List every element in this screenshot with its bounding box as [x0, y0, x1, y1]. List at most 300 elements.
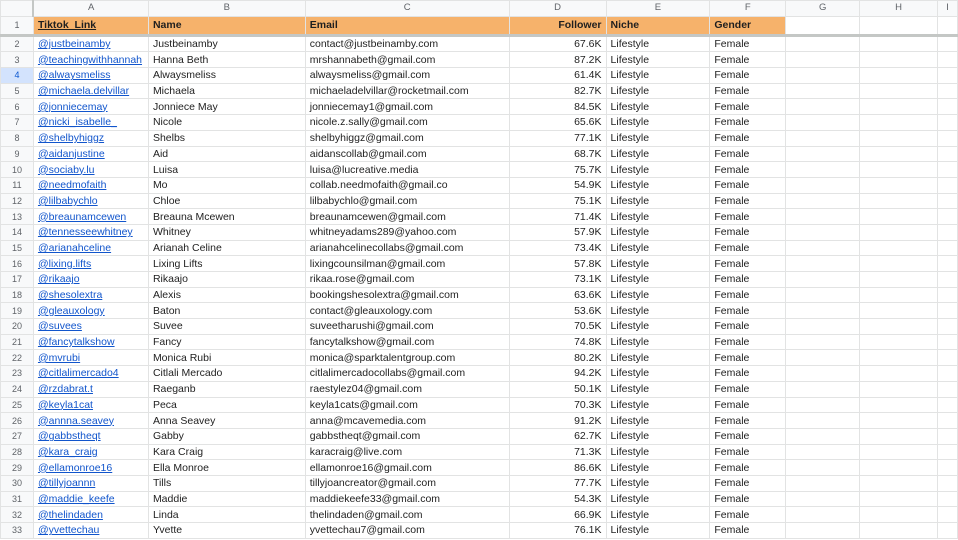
cell-tiktok-link[interactable]: @kara_craig [33, 444, 148, 460]
empty-cell[interactable] [860, 115, 938, 131]
cell-email[interactable]: contact@justbeinamby.com [305, 35, 509, 52]
empty-cell[interactable] [937, 224, 957, 240]
cell-email[interactable]: lixingcounsilman@gmail.com [305, 256, 509, 272]
empty-cell[interactable] [860, 460, 938, 476]
row-number[interactable]: 30 [1, 475, 34, 491]
cell-email[interactable]: suveetharushi@gmail.com [305, 319, 509, 335]
cell-email[interactable]: maddiekeefe33@gmail.com [305, 491, 509, 507]
empty-cell[interactable] [786, 287, 860, 303]
empty-cell[interactable] [937, 287, 957, 303]
empty-cell[interactable] [937, 507, 957, 523]
row-number[interactable]: 2 [1, 35, 34, 52]
cell-follower[interactable]: 61.4K [509, 68, 606, 84]
empty-cell[interactable] [786, 115, 860, 131]
cell-niche[interactable]: Lifestyle [606, 162, 710, 178]
cell-follower[interactable]: 91.2K [509, 413, 606, 429]
empty-cell[interactable] [860, 287, 938, 303]
empty-cell[interactable] [860, 350, 938, 366]
column-header-d[interactable]: D [509, 1, 606, 17]
empty-cell[interactable] [786, 16, 860, 35]
empty-cell[interactable] [937, 193, 957, 209]
cell-name[interactable]: Peca [148, 397, 305, 413]
cell-name[interactable]: Yvette [148, 523, 305, 539]
cell-gender[interactable]: Female [710, 240, 786, 256]
cell-tiktok-link[interactable]: @suvees [33, 319, 148, 335]
cell-niche[interactable]: Lifestyle [606, 428, 710, 444]
empty-cell[interactable] [786, 272, 860, 288]
cell-tiktok-link[interactable]: @fancytalkshow [33, 334, 148, 350]
row-number[interactable]: 27 [1, 428, 34, 444]
empty-cell[interactable] [860, 35, 938, 52]
cell-niche[interactable]: Lifestyle [606, 130, 710, 146]
cell-name[interactable]: Aid [148, 146, 305, 162]
empty-cell[interactable] [937, 413, 957, 429]
empty-cell[interactable] [937, 444, 957, 460]
cell-gender[interactable]: Female [710, 366, 786, 382]
cell-gender[interactable]: Female [710, 193, 786, 209]
cell-tiktok-link[interactable]: @annna.seavey [33, 413, 148, 429]
empty-cell[interactable] [786, 381, 860, 397]
empty-cell[interactable] [937, 35, 957, 52]
empty-cell[interactable] [786, 350, 860, 366]
cell-tiktok-link[interactable]: @keyla1cat [33, 397, 148, 413]
empty-cell[interactable] [786, 428, 860, 444]
cell-gender[interactable]: Female [710, 303, 786, 319]
cell-gender[interactable]: Female [710, 334, 786, 350]
cell-follower[interactable]: 57.9K [509, 224, 606, 240]
cell-gender[interactable]: Female [710, 381, 786, 397]
column-header-f[interactable]: F [710, 1, 786, 17]
cell-email[interactable]: gabbstheqt@gmail.com [305, 428, 509, 444]
cell-gender[interactable]: Female [710, 83, 786, 99]
row-number[interactable]: 32 [1, 507, 34, 523]
column-header-c[interactable]: C [305, 1, 509, 17]
cell-name[interactable]: Justbeinamby [148, 35, 305, 52]
cell-niche[interactable]: Lifestyle [606, 115, 710, 131]
empty-cell[interactable] [860, 523, 938, 539]
cell-name[interactable]: Nicole [148, 115, 305, 131]
cell-gender[interactable]: Female [710, 209, 786, 225]
header-cell-tiktok-link[interactable]: Tiktok_Link [33, 16, 148, 35]
header-cell-name[interactable]: Name [148, 16, 305, 35]
cell-follower[interactable]: 63.6K [509, 287, 606, 303]
cell-niche[interactable]: Lifestyle [606, 68, 710, 84]
empty-cell[interactable] [786, 177, 860, 193]
select-all-corner[interactable] [1, 1, 34, 17]
empty-cell[interactable] [786, 460, 860, 476]
row-number[interactable]: 4 [1, 68, 34, 84]
cell-name[interactable]: Tills [148, 475, 305, 491]
empty-cell[interactable] [786, 256, 860, 272]
cell-niche[interactable]: Lifestyle [606, 193, 710, 209]
cell-niche[interactable]: Lifestyle [606, 444, 710, 460]
row-number[interactable]: 10 [1, 162, 34, 178]
empty-cell[interactable] [937, 52, 957, 68]
empty-cell[interactable] [860, 428, 938, 444]
row-number[interactable]: 31 [1, 491, 34, 507]
cell-name[interactable]: Michaela [148, 83, 305, 99]
cell-follower[interactable]: 76.1K [509, 523, 606, 539]
cell-niche[interactable]: Lifestyle [606, 350, 710, 366]
row-number[interactable]: 13 [1, 209, 34, 225]
empty-cell[interactable] [937, 381, 957, 397]
cell-gender[interactable]: Female [710, 130, 786, 146]
cell-follower[interactable]: 82.7K [509, 83, 606, 99]
cell-niche[interactable]: Lifestyle [606, 413, 710, 429]
empty-cell[interactable] [860, 334, 938, 350]
header-cell-follower[interactable]: Follower [509, 16, 606, 35]
header-cell-email[interactable]: Email [305, 16, 509, 35]
empty-cell[interactable] [786, 491, 860, 507]
empty-cell[interactable] [860, 397, 938, 413]
empty-cell[interactable] [937, 366, 957, 382]
row-number[interactable]: 9 [1, 146, 34, 162]
cell-email[interactable]: anna@mcavemedia.com [305, 413, 509, 429]
row-number[interactable]: 17 [1, 272, 34, 288]
cell-tiktok-link[interactable]: @alwaysmeliss [33, 68, 148, 84]
cell-name[interactable]: Lixing Lifts [148, 256, 305, 272]
empty-cell[interactable] [937, 523, 957, 539]
cell-email[interactable]: bookingshesolextra@gmail.com [305, 287, 509, 303]
cell-name[interactable]: Breauna Mcewen [148, 209, 305, 225]
cell-tiktok-link[interactable]: @citlalimercado4 [33, 366, 148, 382]
cell-follower[interactable]: 74.8K [509, 334, 606, 350]
cell-email[interactable]: raestylez04@gmail.com [305, 381, 509, 397]
empty-cell[interactable] [937, 209, 957, 225]
empty-cell[interactable] [860, 319, 938, 335]
cell-gender[interactable]: Female [710, 413, 786, 429]
cell-tiktok-link[interactable]: @michaela.delvillar [33, 83, 148, 99]
cell-gender[interactable]: Female [710, 287, 786, 303]
cell-follower[interactable]: 70.5K [509, 319, 606, 335]
empty-cell[interactable] [860, 162, 938, 178]
cell-email[interactable]: shelbyhiggz@gmail.com [305, 130, 509, 146]
empty-cell[interactable] [786, 240, 860, 256]
cell-follower[interactable]: 71.4K [509, 209, 606, 225]
empty-cell[interactable] [786, 35, 860, 52]
cell-name[interactable]: Kara Craig [148, 444, 305, 460]
empty-cell[interactable] [937, 397, 957, 413]
empty-cell[interactable] [860, 52, 938, 68]
empty-cell[interactable] [937, 319, 957, 335]
column-header-e[interactable]: E [606, 1, 710, 17]
row-number[interactable]: 23 [1, 366, 34, 382]
cell-name[interactable]: Monica Rubi [148, 350, 305, 366]
cell-name[interactable]: Ella Monroe [148, 460, 305, 476]
cell-tiktok-link[interactable]: @shesolextra [33, 287, 148, 303]
empty-cell[interactable] [860, 475, 938, 491]
empty-cell[interactable] [860, 491, 938, 507]
cell-name[interactable]: Fancy [148, 334, 305, 350]
cell-follower[interactable]: 62.7K [509, 428, 606, 444]
cell-email[interactable]: aidanscollab@gmail.com [305, 146, 509, 162]
cell-gender[interactable]: Female [710, 397, 786, 413]
row-number[interactable]: 28 [1, 444, 34, 460]
cell-email[interactable]: michaeladelvillar@rocketmail.com [305, 83, 509, 99]
cell-email[interactable]: contact@gleauxology.com [305, 303, 509, 319]
cell-gender[interactable]: Female [710, 162, 786, 178]
cell-email[interactable]: whitneyadams289@yahoo.com [305, 224, 509, 240]
cell-tiktok-link[interactable]: @arianahceline [33, 240, 148, 256]
cell-tiktok-link[interactable]: @lilbabychlo [33, 193, 148, 209]
row-number[interactable]: 12 [1, 193, 34, 209]
row-number[interactable]: 14 [1, 224, 34, 240]
empty-cell[interactable] [786, 146, 860, 162]
cell-tiktok-link[interactable]: @teachingwithhannah [33, 52, 148, 68]
cell-gender[interactable]: Female [710, 272, 786, 288]
cell-name[interactable]: Chloe [148, 193, 305, 209]
empty-cell[interactable] [860, 146, 938, 162]
empty-cell[interactable] [786, 193, 860, 209]
row-number[interactable]: 3 [1, 52, 34, 68]
cell-name[interactable]: Arianah Celine [148, 240, 305, 256]
cell-follower[interactable]: 71.3K [509, 444, 606, 460]
cell-gender[interactable]: Female [710, 99, 786, 115]
cell-follower[interactable]: 65.6K [509, 115, 606, 131]
row-number[interactable]: 20 [1, 319, 34, 335]
cell-follower[interactable]: 80.2K [509, 350, 606, 366]
cell-name[interactable]: Mo [148, 177, 305, 193]
cell-gender[interactable]: Female [710, 319, 786, 335]
cell-niche[interactable]: Lifestyle [606, 523, 710, 539]
column-header-h[interactable]: H [860, 1, 938, 17]
cell-email[interactable]: monica@sparktalentgroup.com [305, 350, 509, 366]
cell-gender[interactable]: Female [710, 428, 786, 444]
cell-tiktok-link[interactable]: @mvrubi [33, 350, 148, 366]
row-number[interactable]: 33 [1, 523, 34, 539]
cell-niche[interactable]: Lifestyle [606, 177, 710, 193]
row-number[interactable]: 7 [1, 115, 34, 131]
cell-follower[interactable]: 54.9K [509, 177, 606, 193]
empty-cell[interactable] [860, 209, 938, 225]
cell-niche[interactable]: Lifestyle [606, 35, 710, 52]
cell-niche[interactable]: Lifestyle [606, 366, 710, 382]
cell-name[interactable]: Anna Seavey [148, 413, 305, 429]
cell-tiktok-link[interactable]: @gabbstheqt [33, 428, 148, 444]
cell-niche[interactable]: Lifestyle [606, 491, 710, 507]
cell-gender[interactable]: Female [710, 256, 786, 272]
cell-follower[interactable]: 87.2K [509, 52, 606, 68]
cell-email[interactable]: karacraig@live.com [305, 444, 509, 460]
row-number[interactable]: 15 [1, 240, 34, 256]
cell-tiktok-link[interactable]: @gleauxology [33, 303, 148, 319]
cell-email[interactable]: fancytalkshow@gmail.com [305, 334, 509, 350]
empty-cell[interactable] [937, 334, 957, 350]
cell-email[interactable]: yvettechau7@gmail.com [305, 523, 509, 539]
cell-follower[interactable]: 50.1K [509, 381, 606, 397]
cell-follower[interactable]: 73.1K [509, 272, 606, 288]
cell-email[interactable]: arianahcelinecollabs@gmail.com [305, 240, 509, 256]
cell-niche[interactable]: Lifestyle [606, 146, 710, 162]
empty-cell[interactable] [860, 444, 938, 460]
row-number[interactable]: 18 [1, 287, 34, 303]
cell-tiktok-link[interactable]: @justbeinamby [33, 35, 148, 52]
cell-niche[interactable]: Lifestyle [606, 319, 710, 335]
cell-niche[interactable]: Lifestyle [606, 83, 710, 99]
cell-email[interactable]: rikaa.rose@gmail.com [305, 272, 509, 288]
empty-cell[interactable] [786, 366, 860, 382]
cell-email[interactable]: mrshannabeth@gmail.com [305, 52, 509, 68]
cell-niche[interactable]: Lifestyle [606, 52, 710, 68]
cell-name[interactable]: Raeganb [148, 381, 305, 397]
cell-email[interactable]: thelindaden@gmail.com [305, 507, 509, 523]
cell-gender[interactable]: Female [710, 115, 786, 131]
row-number[interactable]: 16 [1, 256, 34, 272]
cell-tiktok-link[interactable]: @thelindaden [33, 507, 148, 523]
row-number[interactable]: 29 [1, 460, 34, 476]
cell-gender[interactable]: Female [710, 146, 786, 162]
cell-name[interactable]: Hanna Beth [148, 52, 305, 68]
row-number[interactable]: 6 [1, 99, 34, 115]
cell-follower[interactable]: 86.6K [509, 460, 606, 476]
empty-cell[interactable] [786, 334, 860, 350]
empty-cell[interactable] [786, 68, 860, 84]
cell-follower[interactable]: 84.5K [509, 99, 606, 115]
cell-name[interactable]: Luisa [148, 162, 305, 178]
cell-gender[interactable]: Female [710, 475, 786, 491]
row-number[interactable]: 19 [1, 303, 34, 319]
row-number[interactable]: 26 [1, 413, 34, 429]
row-number[interactable]: 8 [1, 130, 34, 146]
cell-follower[interactable]: 94.2K [509, 366, 606, 382]
row-number[interactable]: 11 [1, 177, 34, 193]
cell-tiktok-link[interactable]: @jonniecemay [33, 99, 148, 115]
empty-cell[interactable] [786, 224, 860, 240]
empty-cell[interactable] [786, 162, 860, 178]
cell-niche[interactable]: Lifestyle [606, 99, 710, 115]
empty-cell[interactable] [860, 256, 938, 272]
cell-follower[interactable]: 67.6K [509, 35, 606, 52]
column-header-g[interactable]: G [786, 1, 860, 17]
empty-cell[interactable] [786, 319, 860, 335]
empty-cell[interactable] [937, 256, 957, 272]
empty-cell[interactable] [860, 507, 938, 523]
empty-cell[interactable] [786, 83, 860, 99]
cell-email[interactable]: keyla1cats@gmail.com [305, 397, 509, 413]
cell-follower[interactable]: 75.7K [509, 162, 606, 178]
cell-gender[interactable]: Female [710, 491, 786, 507]
cell-tiktok-link[interactable]: @breaunamcewen [33, 209, 148, 225]
cell-follower[interactable]: 77.7K [509, 475, 606, 491]
cell-email[interactable]: nicole.z.sally@gmail.com [305, 115, 509, 131]
cell-email[interactable]: breaunamcewen@gmail.com [305, 209, 509, 225]
row-number[interactable]: 22 [1, 350, 34, 366]
cell-gender[interactable]: Female [710, 35, 786, 52]
cell-email[interactable]: citlalimercadocollabs@gmail.com [305, 366, 509, 382]
empty-cell[interactable] [860, 16, 938, 35]
empty-cell[interactable] [786, 303, 860, 319]
column-header-i[interactable]: I [937, 1, 957, 17]
cell-name[interactable]: Shelbs [148, 130, 305, 146]
cell-tiktok-link[interactable]: @ellamonroe16 [33, 460, 148, 476]
cell-name[interactable]: Citlali Mercado [148, 366, 305, 382]
cell-email[interactable]: ellamonroe16@gmail.com [305, 460, 509, 476]
cell-name[interactable]: Linda [148, 507, 305, 523]
empty-cell[interactable] [937, 475, 957, 491]
empty-cell[interactable] [937, 272, 957, 288]
column-header-b[interactable]: B [148, 1, 305, 17]
empty-cell[interactable] [937, 83, 957, 99]
cell-niche[interactable]: Lifestyle [606, 334, 710, 350]
cell-tiktok-link[interactable]: @nicki_isabelle_ [33, 115, 148, 131]
empty-cell[interactable] [860, 99, 938, 115]
cell-follower[interactable]: 70.3K [509, 397, 606, 413]
empty-cell[interactable] [860, 224, 938, 240]
empty-cell[interactable] [786, 444, 860, 460]
cell-gender[interactable]: Female [710, 523, 786, 539]
empty-cell[interactable] [786, 99, 860, 115]
empty-cell[interactable] [937, 177, 957, 193]
cell-follower[interactable]: 57.8K [509, 256, 606, 272]
cell-follower[interactable]: 66.9K [509, 507, 606, 523]
empty-cell[interactable] [860, 68, 938, 84]
header-cell-gender[interactable]: Gender [710, 16, 786, 35]
cell-follower[interactable]: 73.4K [509, 240, 606, 256]
row-number[interactable]: 25 [1, 397, 34, 413]
empty-cell[interactable] [937, 428, 957, 444]
cell-gender[interactable]: Female [710, 224, 786, 240]
cell-name[interactable]: Alexis [148, 287, 305, 303]
cell-email[interactable]: luisa@lucreative.media [305, 162, 509, 178]
cell-name[interactable]: Baton [148, 303, 305, 319]
cell-tiktok-link[interactable]: @yvettechau [33, 523, 148, 539]
empty-cell[interactable] [937, 68, 957, 84]
cell-email[interactable]: lilbabychlo@gmail.com [305, 193, 509, 209]
empty-cell[interactable] [786, 475, 860, 491]
empty-cell[interactable] [937, 115, 957, 131]
empty-cell[interactable] [860, 130, 938, 146]
cell-follower[interactable]: 53.6K [509, 303, 606, 319]
header-cell-niche[interactable]: Niche [606, 16, 710, 35]
empty-cell[interactable] [937, 16, 957, 35]
cell-gender[interactable]: Female [710, 177, 786, 193]
column-header-a[interactable]: A [33, 1, 148, 17]
cell-tiktok-link[interactable]: @rikaajo [33, 272, 148, 288]
cell-name[interactable]: Rikaajo [148, 272, 305, 288]
empty-cell[interactable] [937, 162, 957, 178]
empty-cell[interactable] [786, 397, 860, 413]
empty-cell[interactable] [786, 130, 860, 146]
empty-cell[interactable] [937, 99, 957, 115]
cell-niche[interactable]: Lifestyle [606, 224, 710, 240]
cell-name[interactable]: Maddie [148, 491, 305, 507]
empty-cell[interactable] [937, 240, 957, 256]
cell-niche[interactable]: Lifestyle [606, 303, 710, 319]
row-number[interactable]: 1 [1, 16, 34, 35]
cell-gender[interactable]: Female [710, 350, 786, 366]
cell-gender[interactable]: Female [710, 507, 786, 523]
cell-tiktok-link[interactable]: @needmofaith [33, 177, 148, 193]
empty-cell[interactable] [786, 507, 860, 523]
row-number[interactable]: 5 [1, 83, 34, 99]
cell-tiktok-link[interactable]: @maddie_keefe [33, 491, 148, 507]
empty-cell[interactable] [937, 350, 957, 366]
cell-tiktok-link[interactable]: @aidanjustine [33, 146, 148, 162]
empty-cell[interactable] [860, 413, 938, 429]
empty-cell[interactable] [860, 272, 938, 288]
cell-follower[interactable]: 54.3K [509, 491, 606, 507]
empty-cell[interactable] [860, 193, 938, 209]
row-number[interactable]: 24 [1, 381, 34, 397]
cell-niche[interactable]: Lifestyle [606, 287, 710, 303]
cell-niche[interactable]: Lifestyle [606, 397, 710, 413]
empty-cell[interactable] [937, 491, 957, 507]
cell-name[interactable]: Jonniece May [148, 99, 305, 115]
empty-cell[interactable] [786, 523, 860, 539]
cell-name[interactable]: Alwaysmeliss [148, 68, 305, 84]
cell-tiktok-link[interactable]: @tennesseewhitney [33, 224, 148, 240]
empty-cell[interactable] [860, 177, 938, 193]
